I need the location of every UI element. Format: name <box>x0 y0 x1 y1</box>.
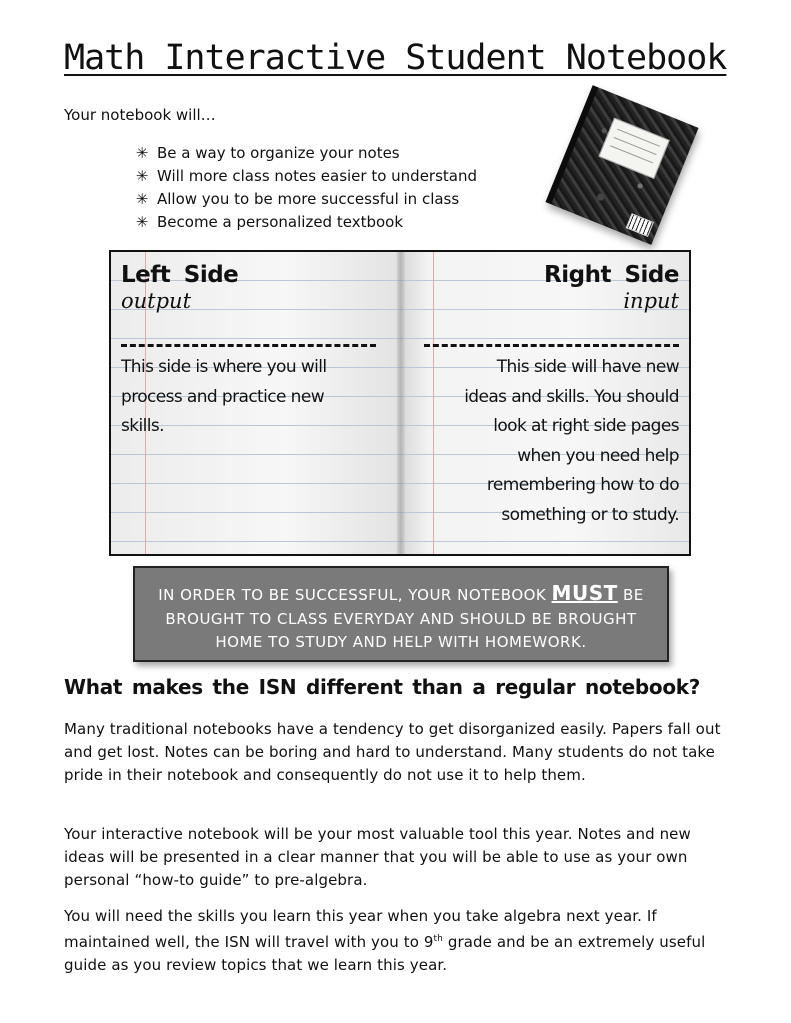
asterisk-icon: ✳ <box>135 167 149 185</box>
benefits-list <box>135 142 477 234</box>
paragraph-traditional: Many traditional notebooks have a tendency to get disorganized easily. Papers fall out and get lost. Notes can be boring and hard to understand. Many students do not take pride in their notebook and consequently do not use it to help them. <box>64 720 721 784</box>
notebook-label <box>598 118 669 179</box>
composition-notebook-image <box>546 85 699 245</box>
callout-text-start: IN ORDER TO BE SUCCESSFUL, YOUR NOTEBOOK <box>158 586 552 604</box>
list-item <box>135 188 477 211</box>
paragraph-next-year <box>64 905 736 977</box>
list-item-text: Be a way to organize your notes <box>157 144 400 162</box>
callout-emphasis: MUST <box>551 581 618 605</box>
paragraph-text-start: You will need the skills you learn this year when you take algebra next year. If maintained well, the ISN will travel with you to 9 <box>64 907 657 951</box>
reminder-callout <box>133 566 669 662</box>
right-side-subtitle: input <box>623 289 679 313</box>
right-side-body: This side will have new ideas and skills. You should look at right side pages when you need help remembering how to do something or to study. <box>464 357 679 525</box>
list-item-text: Will more class notes easier to understand <box>157 167 478 185</box>
list-item <box>135 142 477 165</box>
list-item <box>135 165 477 188</box>
left-side-body: This side is where you will process and practice new skills. <box>121 357 327 436</box>
asterisk-icon: ✳ <box>135 190 149 208</box>
left-side-subtitle: output <box>121 289 192 313</box>
list-item-text: Allow you to be more successful in class <box>157 190 460 208</box>
list-item <box>135 211 477 234</box>
dashed-divider <box>121 344 376 347</box>
list-item-text: Become a personalized textbook <box>157 213 404 231</box>
ordinal-suffix: th <box>433 934 443 944</box>
right-side-column <box>419 262 679 530</box>
right-side-heading: Right Side <box>544 262 679 288</box>
notebook-fold <box>397 252 405 554</box>
asterisk-icon: ✳ <box>135 144 149 162</box>
section-heading: What makes the ISN different than a regular notebook? <box>64 675 701 699</box>
lined-paper-panel <box>109 250 691 556</box>
dashed-divider <box>424 344 679 347</box>
intro-text: Your notebook will… <box>64 106 216 124</box>
page-title: Math Interactive Student Notebook <box>64 38 727 78</box>
barcode-icon <box>626 213 654 237</box>
asterisk-icon: ✳ <box>135 213 149 231</box>
left-side-column <box>121 262 381 442</box>
paragraph-valuable-tool: Your interactive notebook will be your most valuable tool this year. Notes and new ideas will be presented in a clear manner that you will be able to use as your own personal “how-to guide” to pre-algebra. <box>64 825 691 889</box>
left-side-heading: Left Side <box>121 262 239 288</box>
callout-text-end: BE BROUGHT TO CLASS EVERYDAY AND SHOULD BE BROUGHT HOME TO STUDY AND HELP WITH HOMEWORK. <box>165 586 644 651</box>
paragraph-text-end: grade and be an extremely useful guide as you review topics that we learn this year. <box>64 933 706 974</box>
